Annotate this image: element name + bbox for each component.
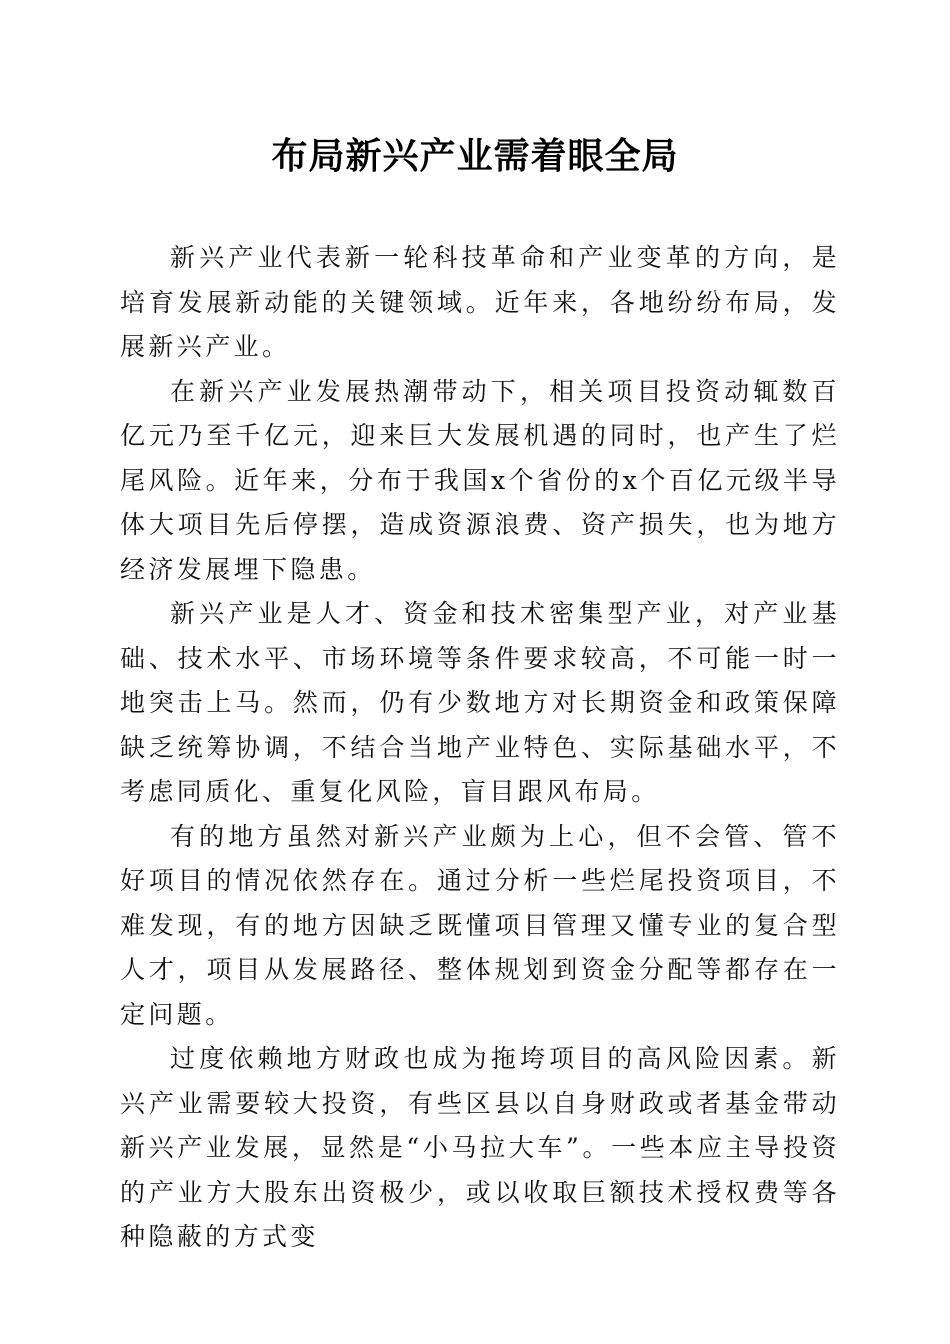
paragraph: 在新兴产业发展热潮带动下，相关项目投资动辄数百亿元乃至千亿元，迎来巨大发展机遇的同时，也产生了烂尾风险。近年来，分布于我国x个省份的x个百亿元级半导体大项目先后停摆，造成资源浪费、资产损失，也为地方经济发展埋下隐患。 (120, 376, 840, 584)
document-body (120, 236, 840, 1260)
paragraph: 新兴产业代表新一轮科技革命和产业变革的方向，是培育发展新动能的关键领域。近年来，各地纷纷布局，发展新兴产业。 (120, 243, 840, 361)
document-title: 布局新兴产业需着眼全局 (271, 135, 679, 177)
paragraph: 有的地方虽然对新兴产业颇为上心，但不会管、管不好项目的情况依然存在。通过分析一些烂尾投资项目，不难发现，有的地方因缺乏既懂项目管理又懂专业的复合型人才，项目从发展路径、整体规划到资金分配等都存在一定问题。 (120, 821, 840, 1029)
paragraph: 新兴产业是人才、资金和技术密集型产业，对产业基础、技术水平、市场环境等条件要求较高，不可能一时一地突击上马。然而，仍有少数地方对长期资金和政策保障缺乏统筹协调，不结合当地产业特色、实际基础水平，不考虑同质化、重复化风险，盲目跟风布局。 (120, 599, 840, 806)
paragraph: 过度依赖地方财政也成为拖垮项目的高风险因素。新兴产业需要较大投资，有些区县以自身财政或者基金带动新兴产业发展，显然是“小马拉大车”。一些本应主导投资的产业方大股东出资极少，或以收取巨额技术授权费等各种隐蔽的方式变 (120, 1044, 840, 1251)
